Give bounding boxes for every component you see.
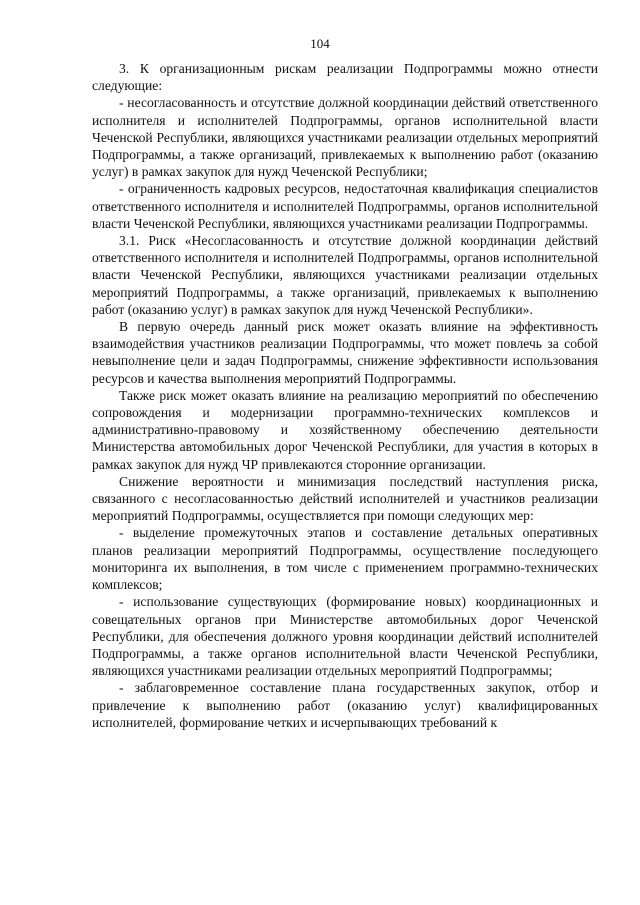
paragraph-risk-impact: В первую очередь данный риск может оказать влияние на эффективность взаимодействия участников реализации Подпрограммы, что может повлечь за собой невыполнение цели и задач Подпрограммы, снижение эффективности использования ресурсов и качества выполнения мероприятий Подпрограммы.	[92, 319, 598, 386]
paragraph-risks-intro: 3. К организационным рискам реализации Подпрограммы можно отнести следующие:	[92, 61, 598, 94]
paragraph-risk-impact-2: Также риск может оказать влияние на реализацию мероприятий по обеспечению сопровождения и модернизации программно-технических комплексов и административно-правовому и хозяйственному обеспечению деятельности Министерства автомобильных дорог Чеченской Республики, для участия в которых в рамках закупок для нужд ЧР привлекаются сторонние организации.	[92, 387, 598, 472]
paragraph-measure-stages: - выделение промежуточных этапов и составление детальных оперативных планов реализации мероприятий Подпрограммы, осуществление последующего мониторинга их выполнения, в том числе с применением программно-технических комплексов;	[92, 525, 598, 593]
paragraph-risk-coordination: - несогласованность и отсутствие должной координации действий ответственного исполнителя и исполнителей Подпрограммы, органов исполнительной власти Чеченской Республики, являющихся участниками реализации отдельных мероприятий Подпрограммы, а также организаций, привлекаемых к выполнению работ (оказанию услуг) в рамках закупок для нужд Чеченской Республики;	[92, 95, 598, 180]
paragraph-risk-staff: - ограниченность кадровых ресурсов, недостаточная квалификация специалистов ответственного исполнителя и исполнителей Подпрограммы, органов исполнительной власти Чеченской Республики, являющихся участниками реализации Подпрограммы.	[92, 181, 598, 231]
page-body	[92, 60, 598, 731]
paragraph-mitigation-intro: Снижение вероятности и минимизация последствий наступления риска, связанного с несогласованностью действий исполнителей и участников реализации мероприятий Подпрограммы, осуществляется при помощи следующих мер:	[92, 473, 598, 524]
paragraph-risk-3-1: 3.1. Риск «Несогласованность и отсутствие должной координации действий ответственного исполнителя и исполнителей Подпрограммы, органов исполнительной власти Чеченской Республики, являющихся участниками реализации отдельных мероприятий Подпрограммы, а также организаций, привлекаемых к выполнению работ (оказанию услуг) в рамках закупок для нужд Чеченской Республики».	[92, 233, 598, 317]
page-number: 104	[310, 36, 330, 51]
paragraph-measure-procurement: - заблаговременное составление плана государственных закупок, отбор и привлечение к выполнению работ (оказанию услуг) квалифицированных исполнителей, формирование четких и исчерпывающих требований к	[92, 680, 598, 730]
paragraph-measure-coordination: - использование существующих (формирование новых) координационных и совещательных органов при Министерстве автомобильных дорог Чеченской Республики, для обеспечения должного уровня координации действий исполнителей Подпрограммы, а также органов исполнительной власти Чеченской Республики, являющихся участниками реализации отдельных мероприятий Подпрограммы;	[92, 594, 598, 679]
